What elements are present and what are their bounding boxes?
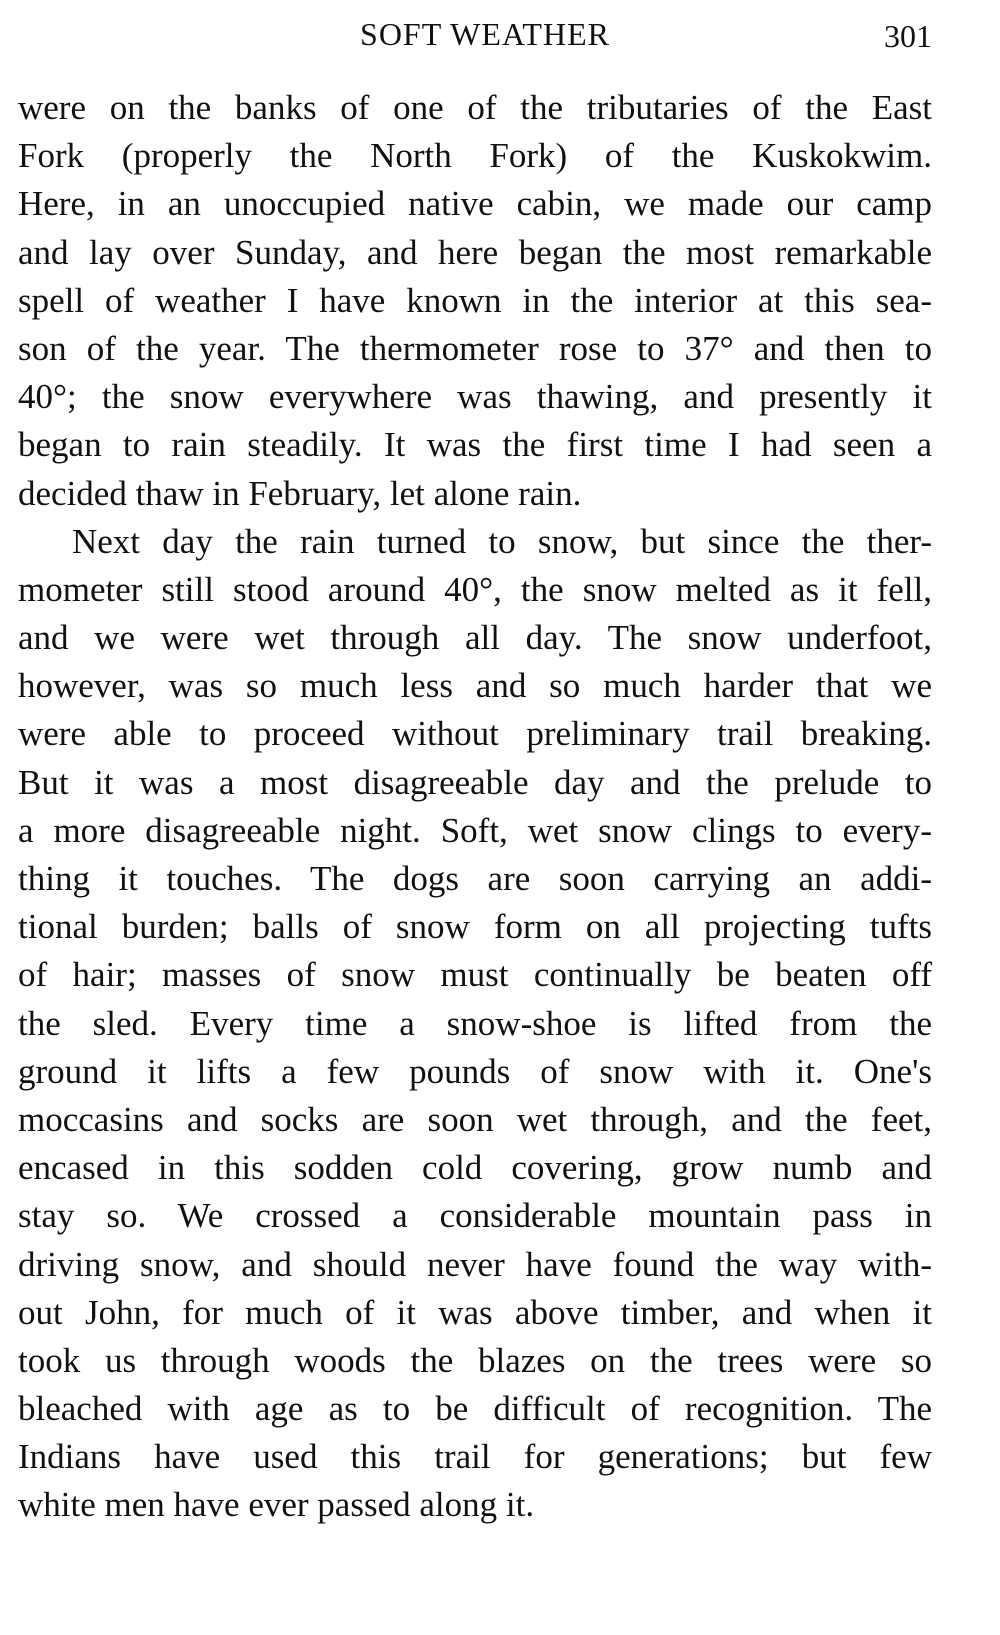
- text-line: however, was so much less and so much harder that we: [18, 666, 932, 706]
- text-line: son of the year. The thermometer rose to 37° and then to: [18, 328, 932, 368]
- text-line: Indians have used this trail for generations; but few: [18, 1437, 932, 1477]
- text-line: stay so. We crossed a considerable mountain pass in: [18, 1196, 932, 1236]
- text-line: spell of weather I have known in the interior at this sea-: [18, 280, 932, 320]
- text-line: encased in this sodden cold covering, grow numb and: [18, 1148, 932, 1188]
- body-text: [18, 84, 932, 1530]
- text-line: the sled. Every time a snow-shoe is lifted from the: [18, 1003, 932, 1043]
- text-line: out John, for much of it was above timber, and when it: [18, 1292, 932, 1332]
- text-line: mometer still stood around 40°, the snow melted as it fell,: [18, 569, 932, 609]
- page-number: 301: [884, 18, 932, 54]
- text-line: were able to proceed without preliminary trail breaking.: [18, 714, 932, 754]
- text-line: moccasins and socks are soon wet through, and the feet,: [18, 1099, 932, 1139]
- text-line: driving snow, and should never have found the way with-: [18, 1244, 932, 1284]
- text-line: Next day the rain turned to snow, but since the ther-: [72, 521, 932, 561]
- text-line: thing it touches. The dogs are soon carrying an addi-: [18, 859, 932, 898]
- text-line: Here, in an unoccupied native cabin, we made our camp: [18, 184, 932, 224]
- text-line: decided thaw in February, let alone rain.: [18, 473, 582, 513]
- text-line: bleached with age as to be difficult of recognition. The: [18, 1389, 932, 1429]
- text-line: 40°; the snow everywhere was thawing, and presently it: [18, 377, 932, 417]
- text-line: took us through woods the blazes on the trees were so: [18, 1340, 932, 1380]
- text-line: and we were wet through all day. The snow underfoot,: [18, 618, 932, 658]
- text-line: Fork (properly the North Fork) of the Kuskokwim.: [18, 136, 932, 176]
- page-header: [18, 14, 932, 58]
- text-line: a more disagreeable night. Soft, wet snow clings to every-: [18, 810, 932, 850]
- text-line: white men have ever passed along it.: [18, 1485, 535, 1525]
- text-line: were on the banks of one of the tributaries of the East: [18, 88, 932, 127]
- running-title: SOFT WEATHER: [360, 16, 610, 52]
- text-line: of hair; masses of snow must continually be beaten off: [18, 955, 932, 995]
- text-line: tional burden; balls of snow form on all projecting tufts: [18, 907, 932, 947]
- text-line: and lay over Sunday, and here began the most remarkable: [18, 232, 932, 272]
- text-line: But it was a most disagreeable day and the prelude to: [18, 762, 932, 802]
- text-line: ground it lifts a few pounds of snow with it. One's: [18, 1051, 932, 1091]
- text-line: began to rain steadily. It was the first time I had seen a: [18, 425, 932, 465]
